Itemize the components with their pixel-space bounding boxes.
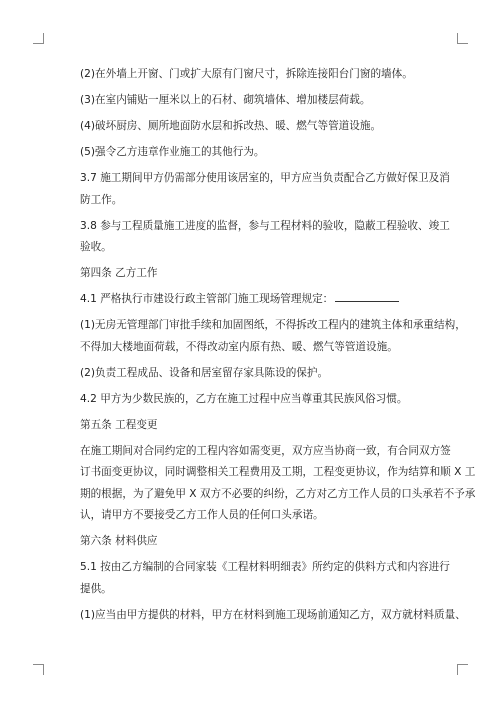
paragraph-line: 4.2 甲方为少数民族的，乙方在施工过程中应当尊重其民族风俗习惯。 [80,392,408,405]
paragraph-line: (2)负责工程成品、设备和居室留存家具陈设的保护。 [80,366,329,379]
paragraph-line: 在施工期间对合同约定的工程内容如需变更，双方应当协商一致，有合同双方签 [80,444,451,457]
crop-mark-bottom-right [457,664,468,675]
fill-in-blank [335,291,399,302]
paragraph-line: 认，请甲方不要接受乙方工作人员的任何口头承诺。 [80,509,324,521]
paragraph [80,315,466,358]
paragraph-line: (1)应当由甲方提供的材料，甲方在材料到施工现场前通知乙方，双方就材料质量、 [80,608,466,621]
paragraph-line: (3)在室内铺贴一厘米以上的石材、砌筑墙体、增加楼层荷载。 [80,94,371,106]
crop-mark-top-right [457,33,468,44]
crop-mark-top-left [33,33,44,44]
paragraph-line: (1)无房无管理部门审批手续和加固图纸，不得拆改工程内的建筑主体和承重结构， [80,319,466,331]
paragraph-line: (5)强令乙方违章作业施工的其他行为。 [80,146,265,158]
paragraph [80,415,452,437]
paragraph-line-text: 4.1 严格执行市建设行政主管部门施工现场管理规定： [80,293,334,305]
paragraph-line: 第五条 工程变更 [80,418,158,431]
crop-mark-bottom-left [33,664,44,675]
paragraph-line: 5.1 按由乙方编制的合同家装《工程材料明细表》所约定的供料方式和内容进行 [80,561,450,573]
paragraph-line: 期的根据，为了避免甲 X 双方不必要的纠纷，乙方对乙方工作人员的口头承若不予承 [80,487,476,500]
paragraph-line: 验收。 [80,241,112,253]
paragraph [80,557,452,600]
paragraph-line: 第四条 乙方工作 [80,267,158,279]
paragraph-line: (4)破坏厨房、厕所地面防水层和拆改热、暖、燃气等管道设施。 [80,120,382,132]
paragraph-line [80,289,452,311]
paragraph-line: 3.8 参与工程质量施工进度的监督，参与工程材料的验收，隐蔽工程验收、竣工 [80,219,450,232]
paragraph-line: 不得加大楼地面荷载，不得改动室内原有热、暖、燃气等管道设施。 [80,340,398,353]
paragraph [80,389,452,411]
paragraph [80,263,452,285]
paragraph [80,116,452,138]
paragraph [80,441,476,527]
paragraph-line: 第六条 材料供应 [80,535,158,547]
paragraph [80,142,452,164]
paragraph-line: 3.7 施工期间甲方仍需部分使用该居室的，甲方应当负责配合乙方做好保卫及消 [80,172,450,184]
paragraph [80,531,452,553]
paragraph [80,605,466,627]
document-page [80,64,476,631]
paragraph-line: 防工作。 [80,193,123,206]
paragraph [80,363,452,385]
paragraph-line: 订书面变更协议，同时调整相关工程费用及工期，工程变更协议，作为结算和顺 X 工 [80,466,476,478]
paragraph [80,216,452,259]
paragraph [80,168,452,211]
paragraph-line: (2)在外墙上开窗、门或扩大原有门窗尺寸，拆除连接阳台门窗的墙体。 [80,68,413,80]
paragraph [80,289,452,311]
paragraph-line: 提供。 [80,582,112,595]
paragraph [80,90,452,112]
paragraph [80,64,452,86]
